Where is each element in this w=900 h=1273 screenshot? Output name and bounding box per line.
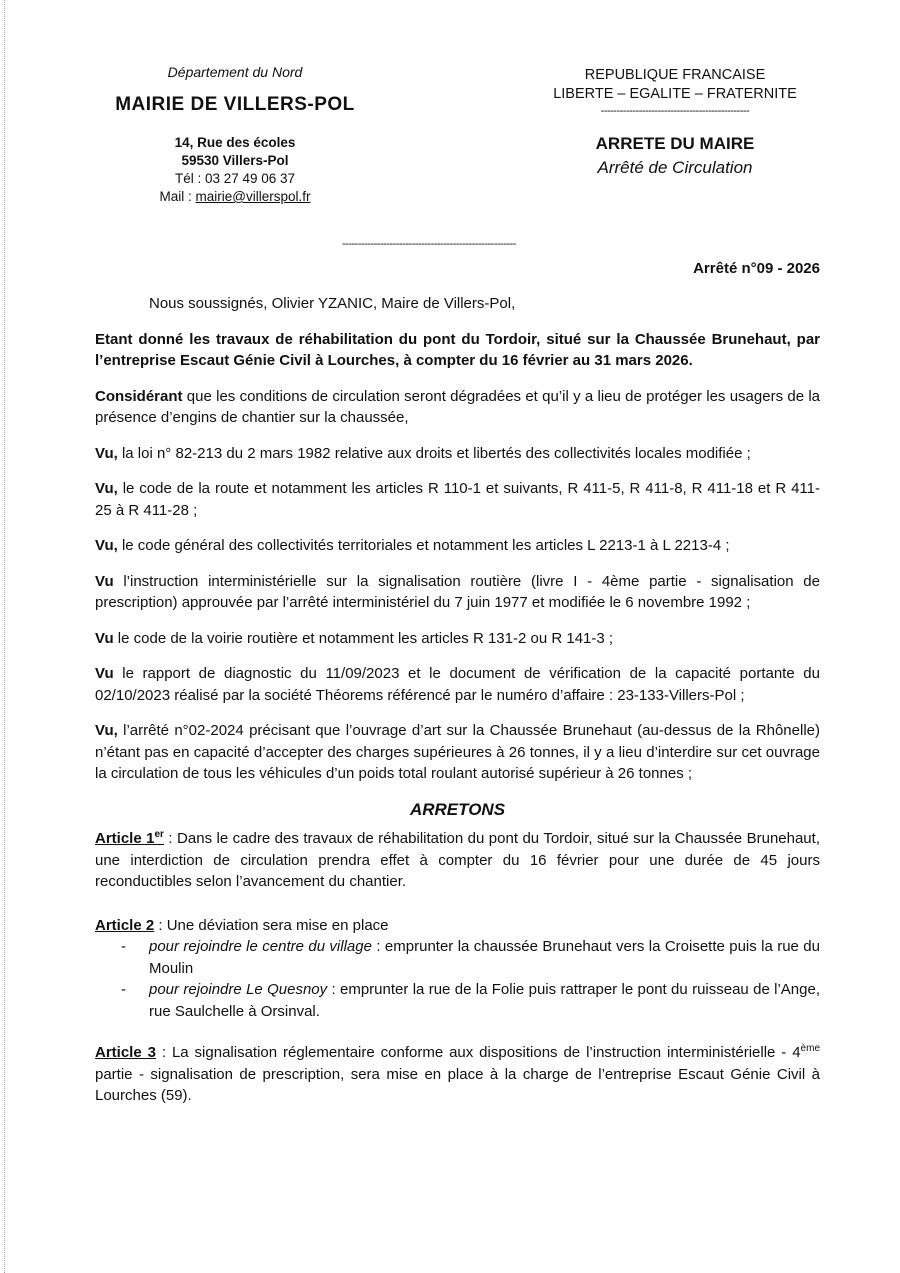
- document-body: [95, 293, 820, 1121]
- vu-lead: Vu,: [95, 722, 118, 739]
- document-subtitle: Arrêté de Circulation: [597, 158, 753, 177]
- list-item: [95, 979, 820, 1022]
- address: [110, 134, 360, 206]
- arrete-number: Arrêté n°09 - 2026: [693, 260, 820, 277]
- phone: Tél : 03 27 49 06 37: [174, 171, 296, 186]
- list-item: [95, 936, 820, 979]
- vu-text: la loi n° 82-213 du 2 mars 1982 relative aux droits et libertés des collectivités locales modifiée ;: [117, 444, 751, 462]
- department: Département du Nord: [167, 64, 303, 80]
- street: 14, Rue des écoles: [174, 135, 296, 150]
- intro: Nous soussignés, Olivier YZANIC, Maire de Villers-Pol,: [149, 295, 516, 312]
- vu-item: [95, 443, 820, 465]
- vu-text: l’instruction interministérielle sur la signalisation routière (livre I - 4ème partie - signalisation de prescription) approuvée par l’arrêté interministériel du 7 juin 1977 et modifiée le 6 novembre 1992 ;: [95, 572, 820, 611]
- separator: -------------------------------------------------------: [342, 238, 516, 250]
- vu-text: le code de la voirie routière et notamment les articles R 131-2 ou R 141-3 ;: [113, 629, 614, 647]
- considerant: [95, 386, 820, 429]
- mail-label: Mail :: [159, 189, 192, 204]
- scan-edge: [4, 0, 5, 1273]
- etant-donne: Etant donné les travaux de réhabilitation du pont du Tordoir, situé sur la Chaussée Brunehaut, par l’entreprise Escaut Génie Civil à Lourches, à compter du 16 février au 31 mars 2026.: [95, 330, 820, 369]
- document-title: ARRETE DU MAIRE: [595, 134, 755, 153]
- deviation-list: [95, 936, 820, 1022]
- article-2-title: Article 2: [95, 916, 155, 934]
- article-1-title: Article 1er: [95, 829, 164, 847]
- vu-item: [95, 535, 820, 557]
- mail-line: [110, 188, 360, 206]
- list-dash: -: [121, 981, 126, 998]
- article-3-title: Article 3: [95, 1044, 156, 1061]
- vu-text: l’arrêté n°02-2024 précisant que l’ouvrage d’art sur la Chaussée Brunehaut (au-dessus de la Rhônelle) n’étant pas en capacité d’accepter des charges supérieures à 26 tonnes, il y a lieu d’interdire sur cet ouvrage la circulation de tous les véhicules d’un poids total roulant autorisé supérieur à 26 tonnes ;: [95, 722, 820, 782]
- republic-header: [540, 66, 810, 178]
- mairie-header: [110, 64, 360, 206]
- vu-lead: Vu,: [95, 537, 118, 554]
- vu-text: le code de la route et notamment les articles R 110-1 et suivants, R 411-5, R 411-8, R 411-18 et R 411-25 à R 411-28 ;: [95, 480, 820, 519]
- article-2-text: : Une déviation sera mise en place: [154, 916, 389, 934]
- deviation-route: : emprunter la rue de la Folie puis rattraper le pont du ruisseau de l’Ange, rue Saulchelle à Orsinval.: [149, 981, 820, 1020]
- vu-lead: Vu: [95, 572, 114, 590]
- vu-lead: Vu,: [95, 444, 118, 462]
- vu-item: [95, 478, 820, 521]
- mail-link[interactable]: mairie@villerspol.fr: [195, 189, 311, 204]
- motto: LIBERTE – EGALITE – FRATERNITE: [553, 86, 797, 102]
- city: 59530 Villers-Pol: [181, 153, 289, 168]
- deviation-destination: pour rejoindre le centre du village: [149, 938, 372, 955]
- vu-lead: Vu: [95, 665, 114, 682]
- deviation-destination: pour rejoindre Le Quesnoy: [149, 981, 328, 998]
- vu-item: [95, 720, 820, 785]
- vu-item: [95, 628, 820, 650]
- article-1-sup: er: [154, 829, 164, 840]
- arretons-heading: ARRETONS: [409, 799, 506, 819]
- deviation-route: : emprunter la chaussée Brunehaut vers la Croisette puis la rue du Moulin: [149, 938, 820, 977]
- list-dash: -: [121, 938, 126, 955]
- article-2: [95, 915, 820, 937]
- vu-lead: Vu,: [95, 480, 118, 497]
- considerant-lead: Considérant: [95, 387, 183, 405]
- vu-item: [95, 571, 820, 614]
- article-3-sup: ème: [800, 1043, 820, 1054]
- header-rule: -----------------------------------------------: [600, 105, 750, 117]
- article-1-text: : Dans le cadre des travaux de réhabilitation du pont du Tordoir, situé sur la Chaussée Brunehaut, une interdiction de circulation prendra effet à compter du 16 février pour une durée de 45 jours reconductibles selon l’avancement du chantier.: [95, 830, 820, 890]
- republic: REPUBLIQUE FRANCAISE: [584, 67, 766, 83]
- article-3-text-1: : La signalisation réglementaire conforme aux dispositions de l’instruction interministérielle - 4: [155, 1044, 801, 1061]
- vu-lead: Vu: [95, 629, 114, 647]
- considerant-text: que les conditions de circulation seront dégradées et qu’il y a lieu de protéger les usagers de la présence d’engins de chantier sur la chaussée,: [95, 387, 820, 426]
- mairie-name: MAIRIE DE VILLERS-POL: [115, 94, 355, 115]
- article-3-text-2: partie - signalisation de prescription, sera mise en place à la charge de l’entreprise Escaut Génie Civil à Lourches (59).: [95, 1065, 820, 1104]
- article-3: [95, 1042, 820, 1107]
- vu-item: [95, 663, 820, 706]
- vu-text: le rapport de diagnostic du 11/09/2023 et le document de vérification de la capacité portante du 02/10/2023 réalisé par la société Théorems référencé par le numéro d’affaire : 23-133-Villers-Pol ;: [95, 665, 820, 704]
- article-1: [95, 828, 820, 893]
- vu-text: le code général des collectivités territoriales et notamment les articles L 2213-1 à L 2213-4 ;: [117, 537, 730, 554]
